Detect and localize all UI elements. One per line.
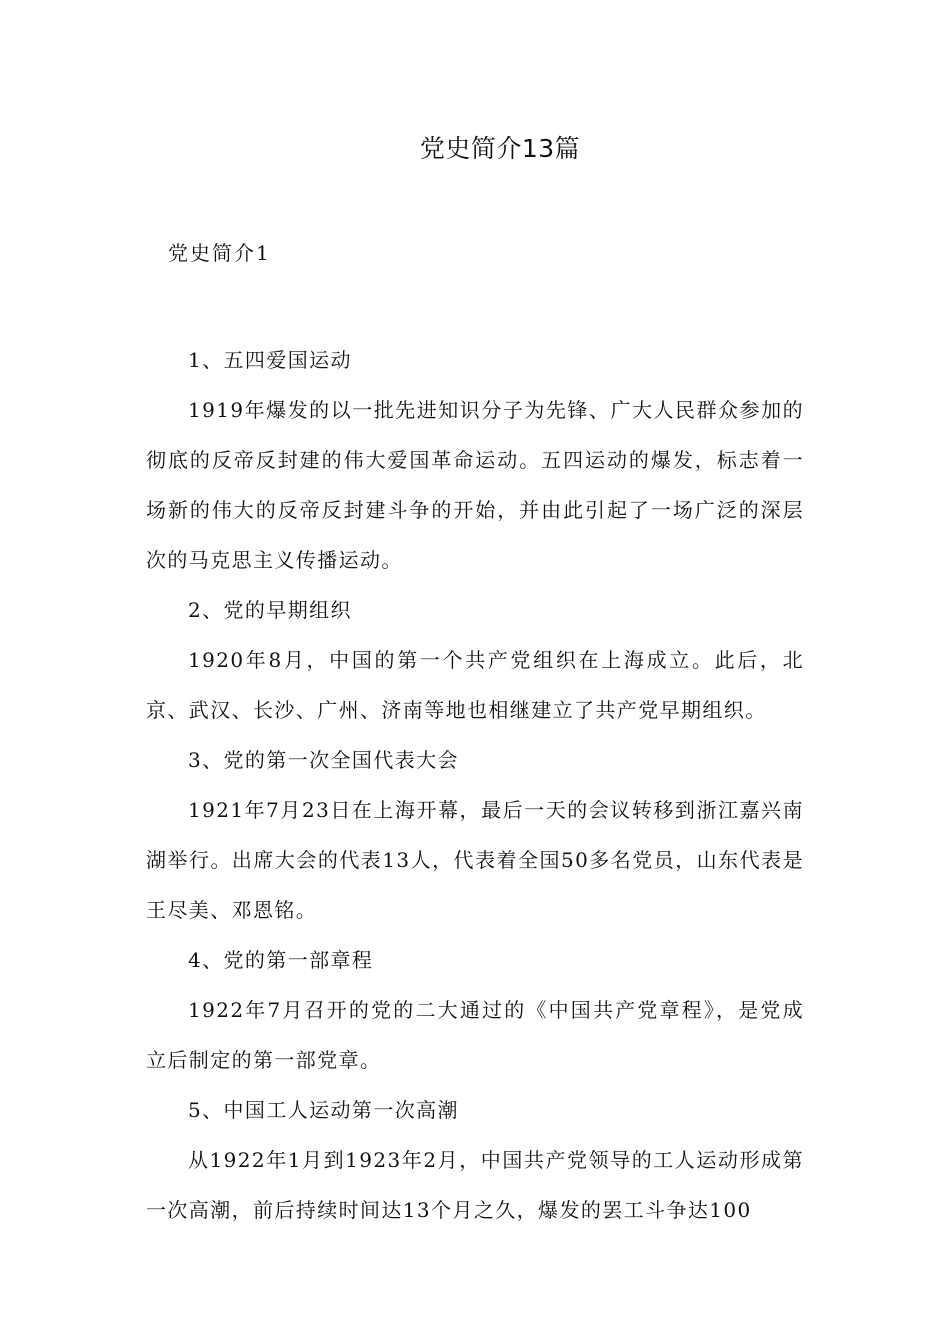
- document-title: 党史简介13篇: [419, 134, 581, 163]
- paragraph-first-labor-movement-climax: 从1922年1月到1923年2月，中国共产党领导的工人运动形成第一次高潮，前后持续时间达13个月之久，爆发的罢工斗争达100: [146, 1148, 804, 1222]
- heading-first-national-congress: 3、党的第一次全国代表大会: [188, 748, 459, 772]
- heading-first-party-constitution: 4、党的第一部章程: [188, 948, 374, 972]
- heading-may-fourth-movement: 1、五四爱国运动: [188, 348, 352, 372]
- heading-first-labor-movement-climax: 5、中国工人运动第一次高潮: [188, 1098, 459, 1122]
- paragraph-may-fourth-movement: 1919年爆发的以一批先进知识分子为先锋、广大人民群众参加的彻底的反帝反封建的伟大爱国革命运动。五四运动的爆发，标志着一场新的伟大的反帝反封建斗争的开始，并由此引起了一场广泛的深层次的马克思主义传播运动。: [146, 398, 804, 572]
- heading-early-party-organizations: 2、党的早期组织: [188, 598, 352, 622]
- paragraph-first-party-constitution: 1922年7月召开的党的二大通过的《中国共产党章程》，是党成立后制定的第一部党章。: [146, 998, 804, 1072]
- paragraph-first-national-congress: 1921年7月23日在上海开幕，最后一天的会议转移到浙江嘉兴南湖举行。出席大会的代表13人，代表着全国50多名党员，山东代表是王尽美、邓恩铭。: [146, 798, 804, 922]
- section-heading: 党史简介1: [168, 241, 271, 265]
- document-body: [146, 335, 804, 1235]
- paragraph-early-party-organizations: 1920年8月，中国的第一个共产党组织在上海成立。此后，北京、武汉、长沙、广州、济南等地也相继建立了共产党早期组织。: [146, 648, 804, 722]
